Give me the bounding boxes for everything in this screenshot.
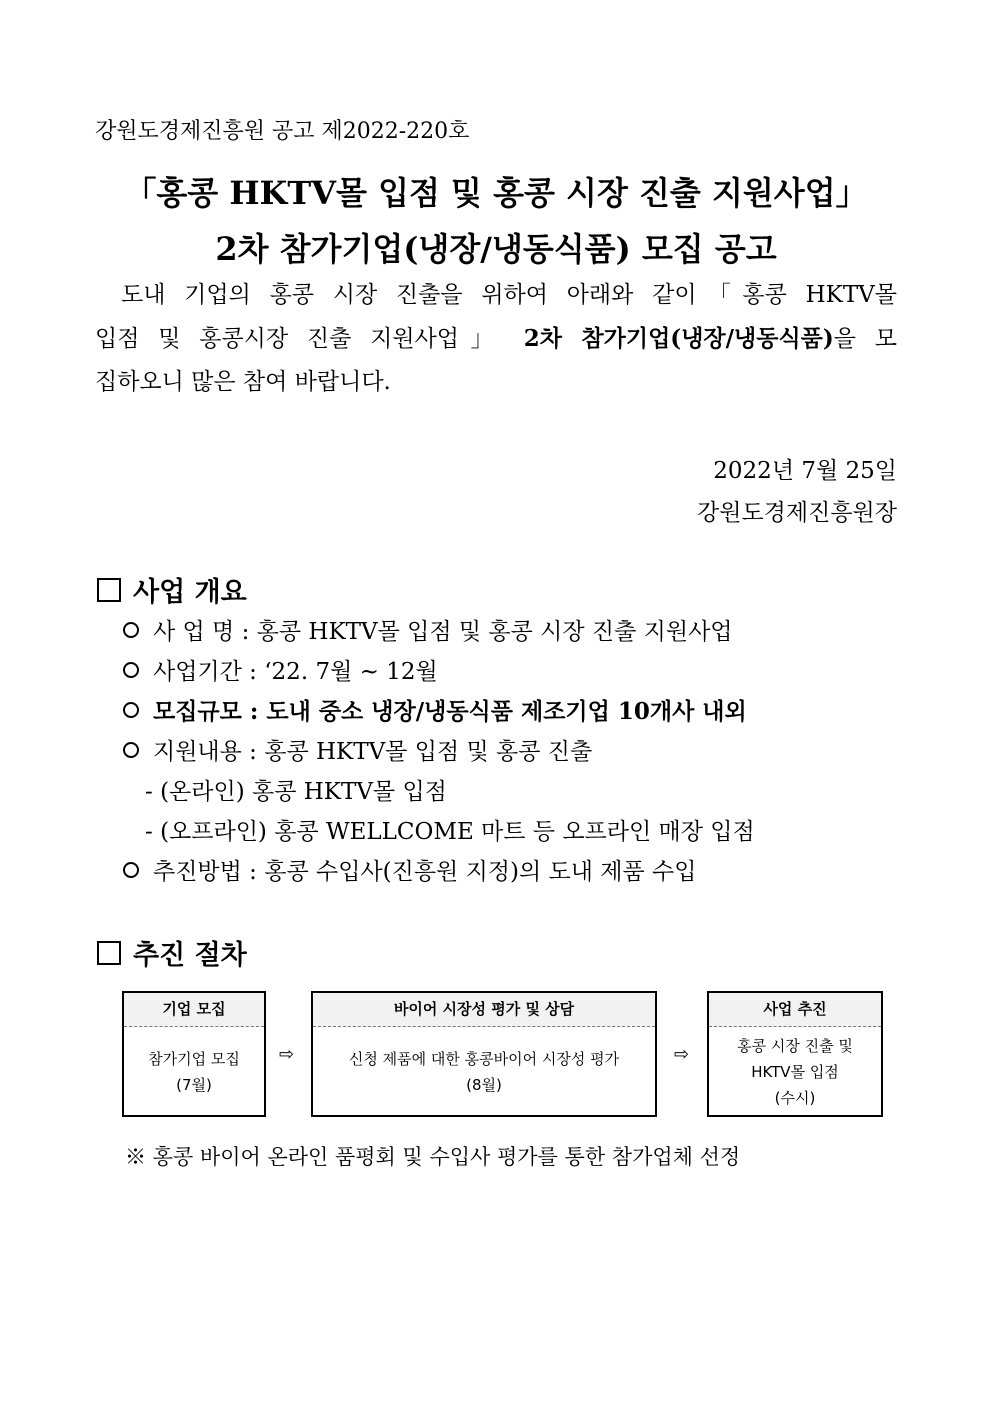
flow-step-title: 바이어 시장성 평가 및 상담: [313, 993, 655, 1027]
intro-line-2b: 을 모: [833, 326, 898, 352]
overview-item-text: 사업기간 : ‘22. 7월 ~ 12월: [153, 659, 438, 685]
intro-line-2a: 입점 및 홍콩시장 진출 지원사업」: [95, 326, 505, 352]
circle-bullet-icon: [123, 622, 139, 638]
overview-item-method: [123, 853, 696, 886]
right-arrow-icon: ⇨: [279, 1044, 295, 1065]
checkbox-square-icon: [97, 941, 121, 965]
intro-paragraph: [95, 274, 897, 404]
flow-step-evaluation: [311, 991, 657, 1117]
title-line-1: 「홍콩 HKTV몰 입점 및 홍콩 시장 진출 지원사업」: [124, 174, 868, 212]
overview-subitem-offline: - (오프라인) 홍콩 WELLCOME 마트 등 오프라인 매장 입점: [145, 819, 755, 845]
title-line-2: 2차 참가기업(냉장/냉동식품) 모집 공고: [215, 230, 777, 268]
flow-step-line: 참가기업 모집: [148, 1049, 240, 1068]
intro-line-3: 집하오니 많은 참여 바랍니다.: [95, 369, 391, 395]
overview-item-scale: [123, 693, 747, 726]
flow-step-line: (8월): [466, 1075, 502, 1094]
issuer: 강원도경제진흥원장: [697, 500, 897, 526]
flow-step-execution: [707, 991, 883, 1117]
flow-step-body: [313, 1027, 655, 1116]
circle-bullet-icon: [123, 742, 139, 758]
overview-item-text: 추진방법 : 홍콩 수입사(진흥원 지정)의 도내 제품 수입: [153, 859, 697, 885]
section-overview-title: 사업 개요: [133, 577, 247, 608]
flow-step-recruit: [122, 991, 266, 1117]
overview-subitem-online: - (온라인) 홍콩 HKTV몰 입점: [145, 779, 447, 805]
overview-item-text: 모집규모 : 도내 중소 냉장/냉동식품 제조기업 10개사 내외: [153, 698, 747, 725]
flow-step-line: 신청 제품에 대한 홍콩바이어 시장성 평가: [348, 1049, 620, 1068]
overview-item-content: [123, 733, 592, 766]
circle-bullet-icon: [123, 862, 139, 878]
section-overview-heading: [97, 570, 247, 609]
flow-step-line: 홍콩 시장 진출 및: [737, 1036, 853, 1055]
flow-step-body: [709, 1027, 881, 1116]
section-procedure-heading: [97, 933, 247, 972]
intro-line-1: 도내 기업의 홍콩 시장 진출을 위하여 아래와 같이「홍콩 HKTV몰: [121, 282, 897, 308]
flow-step-body: [124, 1027, 264, 1116]
section-procedure-title: 추진 절차: [133, 940, 247, 971]
right-arrow-icon: ⇨: [674, 1044, 690, 1065]
notice-date: 2022년 7월 25일: [713, 458, 897, 484]
overview-item-text: 지원내용 : 홍콩 HKTV몰 입점 및 홍콩 진출: [153, 739, 593, 765]
flow-step-line: (수시): [774, 1088, 816, 1107]
circle-bullet-icon: [123, 702, 139, 718]
flow-step-title: 기업 모집: [124, 993, 264, 1027]
circle-bullet-icon: [123, 662, 139, 678]
overview-item-period: [123, 653, 438, 686]
procedure-note: ※ 홍콩 바이어 온라인 품평회 및 수입사 평가를 통한 참가업체 선정: [125, 1145, 741, 1169]
checkbox-square-icon: [97, 578, 121, 602]
flow-step-line: HKTV몰 입점: [751, 1062, 839, 1081]
overview-item-name: [123, 613, 733, 646]
notice-number: 강원도경제진흥원 공고 제2022-220호: [95, 119, 470, 144]
flow-step-title: 사업 추진: [709, 993, 881, 1027]
intro-line-2-bold: 2차 참가기업(냉장/냉동식품): [523, 325, 834, 352]
intro-line-2: [95, 317, 897, 361]
flow-step-line: (7월): [176, 1075, 212, 1094]
overview-item-text: 사 업 명 : 홍콩 HKTV몰 입점 및 홍콩 시장 진출 지원사업: [153, 619, 733, 645]
